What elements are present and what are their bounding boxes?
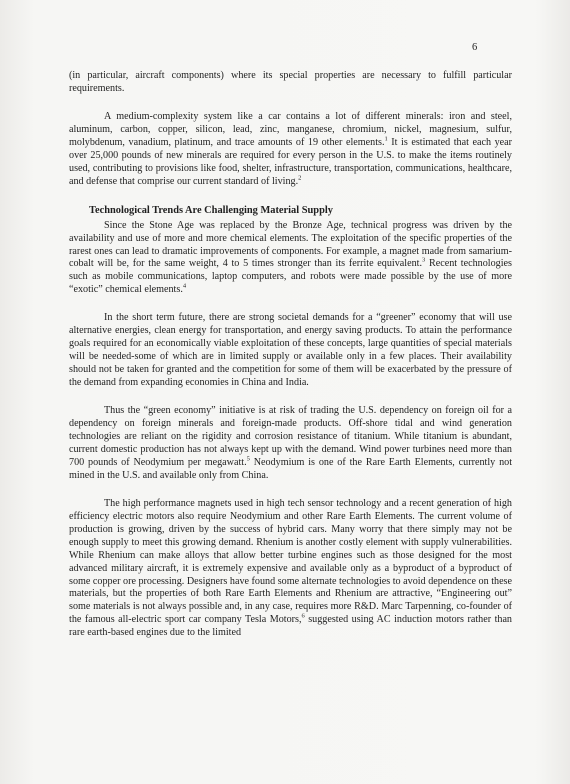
stone-age-text: Since the Stone Age was replaced by the Bronze Age, technical progress was driven by the availability and use of more and more chemical elements. The exploitation of the specific properties of the rarest ones can lead to dramatic improvements of components. For example, a magnet made from samarium-cobalt will be, for the same weight, 4 to 5 times stronger than its ferrite equivalent. [69,219,512,270]
stone-age-paragraph [69,220,512,298]
intro-fragment-paragraph: (in particular, aircraft components) where its special properties are necessary to fulfill particular requirements. [69,70,512,94]
page-body [69,70,512,655]
footnote-ref-6: 6 [301,612,305,620]
magnets-text-2: suggested using AC induction motors rather than rare earth-based engines due to the limited [69,614,512,639]
green-economy-text: Thus the “green economy” initiative is at risk of trading the U.S. dependency on foreign oil for a dependency on foreign minerals and foreign-made products. Off-shore tidal and wind generation technologies are reliant on the rigidity and corrosion resistance of titanium. While titanium is abundant, current domestic production has not always kept up with the demand. Wind power turbines need more than 700 pounds of Neodymium per megawatt. [69,405,512,468]
footnote-ref-2: 2 [298,174,302,182]
footnote-ref-5: 5 [246,455,250,463]
section-heading: Technological Trends Are Challenging Material Supply [89,204,333,216]
car-minerals-text-2: It is estimated that each year over 25,000 pounds of new minerals are required for every person in the U.S. to make the items routinely used, contributing to provisions like food, shelter, infrastructure, transportation, communications, healthcare, and defense that comprise our current standard of living. [69,136,512,187]
page-number: 6 [472,42,478,53]
footnote-ref-3: 3 [422,257,426,265]
footnote-ref-4: 4 [182,283,187,291]
footnote-ref-1: 1 [384,135,388,143]
green-economy-paragraph [69,405,512,483]
magnets-paragraph [69,498,512,640]
short-term-paragraph: In the short term future, there are strong societal demands for a “greener” economy that will use alternative energies, clean energy for transportation, and energy saving products. To attain the performance goals required for an economically viable exploitation of these concepts, large quantities of special materials will be needed-some of which are in limited supply or available only in a few places. Their availability should not be taken for granted and the competition for some of them will be exacerbated by the pressure of the demand from expanding economies in China and India. [69,312,512,389]
car-minerals-paragraph [69,111,512,189]
stone-age-text-2: Recent technologies such as mobile communications, laptop computers, and robots were made possible by the use of more “exotic” chemical elements. [69,258,512,296]
green-economy-text-2: Neodymium is one of the Rare Earth Elements, currently not mined in the U.S. and available only from China. [69,456,513,481]
car-minerals-text: A medium-complexity system like a car contains a lot of different minerals: iron and steel, aluminum, carbon, copper, silicon, lead, zinc, manganese, chromium, nickel, magnesium, sulfur, molybdenum, vanadium, platinum, and trace amounts of 19 other elements. [69,110,512,148]
magnets-text: The high performance magnets used in high tech sensor technology and a recent generation of high efficiency electric motors also require Neodymium and other Rare Earth Elements. The current volume of production is growing, driven by the success of hybrid cars. Many worry that there simply may not be enough supply to meet this growing demand. Rhenium is another costly element with supply vulnerabilities. While Rhenium can make alloys that allow better turbine engines such as those designed for the most advanced military aircraft, it is extremely expensive and available only as a byproduct of a byproduct of some copper ore processing. Designers have found some alternate technologies to avoid dependence on these materials, but the properties of both Rare Earth Elements and Rhenium are attractive, “Engineering out” some materials is not always possible and, in any case, requires more R&D. Marc Tarpenning, co-founder of the famous all-electric sport car company Tesla Motors, [69,497,512,626]
